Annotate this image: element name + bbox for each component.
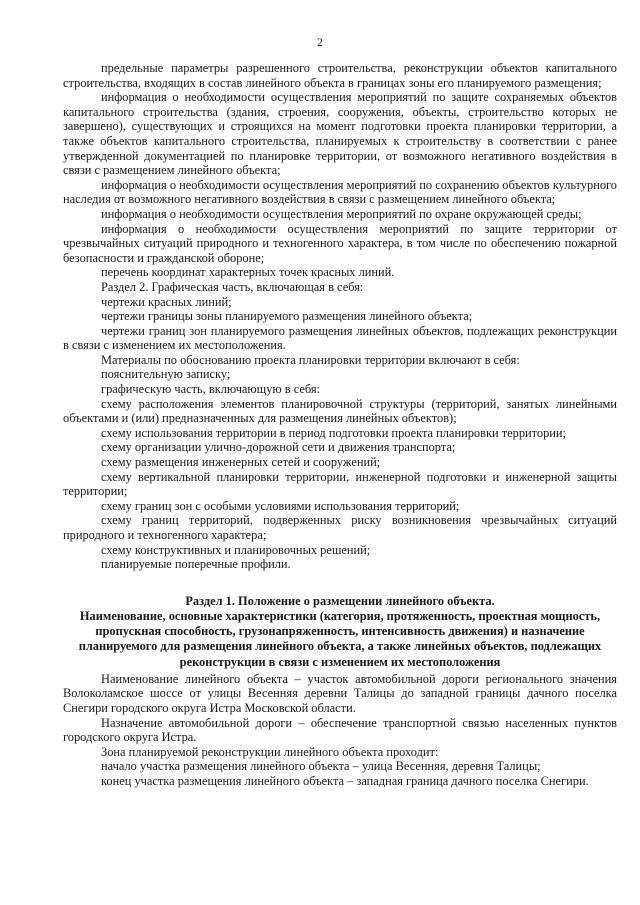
paragraph: графическую часть, включающую в себя: bbox=[101, 382, 321, 397]
paragraph: схему организации улично-дорожной сети и движения транспорта; bbox=[101, 440, 456, 455]
section-title: Раздел 1. Положение о размещении линейного объекта. bbox=[185, 593, 495, 608]
paragraph: схему границ территорий, подверженных риску возникновения чрезвычайных ситуаций природного и техногенного характера; bbox=[63, 513, 617, 542]
paragraph: чертежи границ зон планируемого размещения линейных объектов, подлежащих реконструкции в связи с изменением их местоположения. bbox=[63, 323, 617, 353]
paragraph: информация о необходимости осуществления мероприятий по защите сохраняемых объектов капитального строительства (здания, строения, сооружения, объекты, строительство которых не завершено), существующих и строящихся на момент подготовки проекта планировки территории, а также объектов капитального строительства, планируемых к строительству в соответствии с ранее утвержденной документацией по планировке территории, от возможного негативного воздействия в связи с размещением линейного объекта; bbox=[63, 90, 617, 178]
section-subtitle: Наименование, основные характеристики (категория, протяженность, проектная мощность, пропускная способность, грузонапряженность, интенсивность движения) и назначение планируемого для размещения линейного объекта, а также линейных объектов, подлежащих реконструкции в связи с изменением их местоположения bbox=[78, 608, 602, 669]
page-number: 2 bbox=[317, 37, 323, 49]
section-body bbox=[63, 672, 617, 789]
paragraph: схему размещения инженерных сетей и сооружений; bbox=[101, 455, 381, 470]
paragraph: Раздел 2. Графическая часть, включающая в себя: bbox=[101, 279, 364, 294]
requirements-list bbox=[63, 61, 617, 572]
paragraph: Назначение автомобильной дороги – обеспечение транспортной связью населенных пунктов городского округа Истра. bbox=[63, 715, 617, 745]
paragraph: чертежи границы зоны планируемого размещения линейного объекта; bbox=[101, 309, 473, 324]
paragraph: схему использования территории в период подготовки проекта планировки территории; bbox=[101, 425, 566, 440]
paragraph: Материалы по обоснованию проекта планировки территории включают в себя: bbox=[101, 352, 520, 367]
paragraph: схему расположения элементов планировочной структуры (территорий, занятых линейными объектами и (или) предназначенных для размещения линейных объектов); bbox=[63, 396, 617, 426]
paragraph: Зона планируемой реконструкции линейного объекта проходит: bbox=[101, 744, 439, 759]
paragraph: схему вертикальной планировки территории, инженерной подготовки и инженерной защиты территории; bbox=[63, 469, 617, 499]
paragraph: чертежи красных линий; bbox=[101, 294, 232, 309]
paragraph: информация о необходимости осуществления мероприятий по сохранению объектов культурного наследия от возможного негативного воздействия в связи с размещением линейного объекта; bbox=[63, 177, 617, 207]
paragraph: конец участка размещения линейного объекта – западная граница дачного поселка Снегири. bbox=[101, 773, 589, 788]
paragraph: перечень координат характерных точек красных линий. bbox=[101, 265, 395, 280]
paragraph: схему конструктивных и планировочных решений; bbox=[101, 542, 371, 557]
paragraph: информация о необходимости осуществления мероприятий по защите территории от чрезвычайных ситуаций природного и техногенного характера, в том числе по обеспечению пожарной безопасности и гражданской обороне; bbox=[63, 221, 617, 265]
paragraph: схему границ зон с особыми условиями использования территорий; bbox=[101, 498, 460, 513]
paragraph: пояснительную записку; bbox=[101, 367, 231, 382]
paragraph: Наименование линейного объекта – участок автомобильной дороги регионального значения Волоколамское шоссе от улицы Весенняя деревни Талицы до западной границы дачного поселка Снегири городского округа Истра Московской области. bbox=[63, 671, 617, 715]
document-body bbox=[63, 61, 617, 789]
paragraph: начало участка размещения линейного объекта – улица Весенняя, деревня Талицы; bbox=[101, 759, 541, 774]
paragraph: планируемые поперечные профили. bbox=[101, 557, 291, 572]
paragraph: предельные параметры разрешенного строительства, реконструкции объектов капитального строительства, входящих в состав линейного объекта в границах зоны его планируемого размещения; bbox=[63, 61, 617, 90]
paragraph: информация о необходимости осуществления мероприятий по охране окружающей среды; bbox=[101, 206, 582, 221]
